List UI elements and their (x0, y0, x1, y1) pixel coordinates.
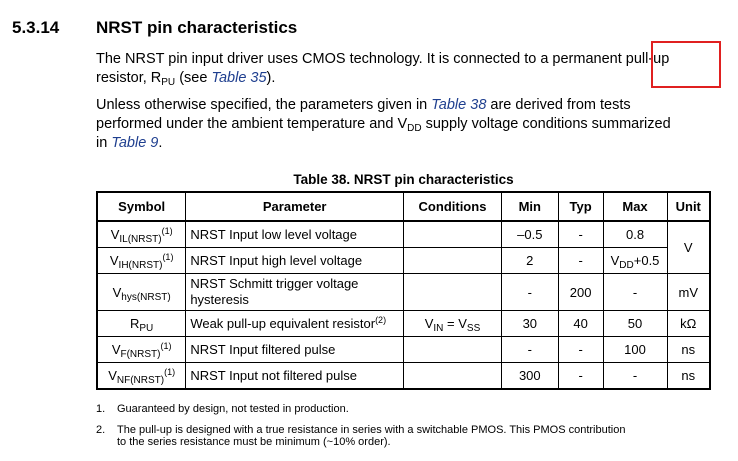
max-cell: 50 (603, 311, 667, 337)
table-row (97, 221, 710, 248)
col-typ: Typ (558, 192, 603, 221)
symbol-cell: $V_{IL(NRST)}^{(1)}$ (97, 221, 186, 248)
parameter-cell: NRST Input not filtered pulse (186, 363, 404, 390)
max-cell: - (603, 363, 667, 390)
section-title: NRST pin characteristics (96, 18, 298, 37)
typ-cell: - (558, 221, 603, 248)
conditions-cell (404, 221, 502, 248)
table-caption: Table 38. NRST pin characteristics (293, 172, 514, 187)
col-conditions: Conditions (404, 192, 502, 221)
min-cell: 300 (501, 363, 558, 390)
col-min: Min (501, 192, 558, 221)
conditions-cell (404, 274, 502, 311)
typ-cell: - (558, 248, 603, 274)
unit-cell: ns (667, 337, 710, 363)
table-row (97, 248, 710, 274)
table-row (97, 337, 710, 363)
col-parameter: Parameter (186, 192, 404, 221)
parameter-cell: Weak pull-up equivalent resistor$^{(2)}$ (186, 311, 404, 337)
min-cell: - (501, 337, 558, 363)
unit-cell: mV (667, 274, 710, 311)
typ-cell: 40 (558, 311, 603, 337)
min-cell: 2 (501, 248, 558, 274)
typ-cell: - (558, 363, 603, 390)
conditions-cell (404, 363, 502, 390)
conditions-cell (404, 248, 502, 274)
intro-paragraph (96, 50, 726, 88)
table-38-link[interactable]: Table 38 (431, 97, 487, 113)
min-cell: –0.5 (501, 221, 558, 248)
conditions-cell (404, 337, 502, 363)
intro-line-1: The NRST pin input driver uses CMOS technology. It is connected to a permanent pull-up (96, 51, 670, 67)
parameter-cell: NRST Input filtered pulse (186, 337, 404, 363)
intro-line-2: resistor, $R_{PU}$ (see Table 35). (96, 70, 276, 88)
highlight-box (651, 41, 721, 88)
max-cell: $V_{DD}+0.5$ (603, 248, 667, 274)
max-cell: - (603, 274, 667, 311)
col-max: Max (603, 192, 667, 221)
max-cell: 100 (603, 337, 667, 363)
table-header-row (97, 192, 710, 221)
typ-cell: 200 (558, 274, 603, 311)
parameter-cell: NRST Input low level voltage (186, 221, 404, 248)
min-cell: 30 (501, 311, 558, 337)
table-row (97, 363, 710, 390)
nrst-characteristics-table (96, 191, 711, 390)
unit-cell: V (667, 221, 710, 274)
symbol-cell: $V_{NF(NRST)}^{(1)}$ (97, 363, 186, 390)
table-row (97, 274, 710, 311)
section-number: 5.3.14 (12, 18, 60, 37)
min-cell: - (501, 274, 558, 311)
conditions-paragraph: Unless otherwise specified, the parameters given in Table 38 are derived from tests performed under the ambient temperature and $V_{DD}$ supply voltage conditions summarized in Table 9. (96, 97, 671, 151)
symbol-cell: $V_{IH(NRST)}^{(1)}$ (97, 248, 186, 274)
typ-cell: - (558, 337, 603, 363)
parameter-cell: NRST Input high level voltage (186, 248, 404, 274)
col-unit: Unit (667, 192, 710, 221)
table-row (97, 311, 710, 337)
conditions-cell: $V_{IN} = V_{SS}$ (404, 311, 502, 337)
table-9-link[interactable]: Table 9 (111, 135, 159, 151)
parameter-cell: NRST Schmitt trigger voltage hysteresis (186, 274, 404, 311)
unit-cell: ns (667, 363, 710, 390)
unit-cell: kΩ (667, 311, 710, 337)
max-cell: 0.8 (603, 221, 667, 248)
table-35-link[interactable]: Table 35 (211, 70, 267, 86)
symbol-cell: $V_{hys(NRST)}$ (97, 274, 186, 311)
symbol-cell: $V_{F(NRST)}^{(1)}$ (97, 337, 186, 363)
col-symbol: Symbol (97, 192, 186, 221)
symbol-cell: $R_{PU}$ (97, 311, 186, 337)
